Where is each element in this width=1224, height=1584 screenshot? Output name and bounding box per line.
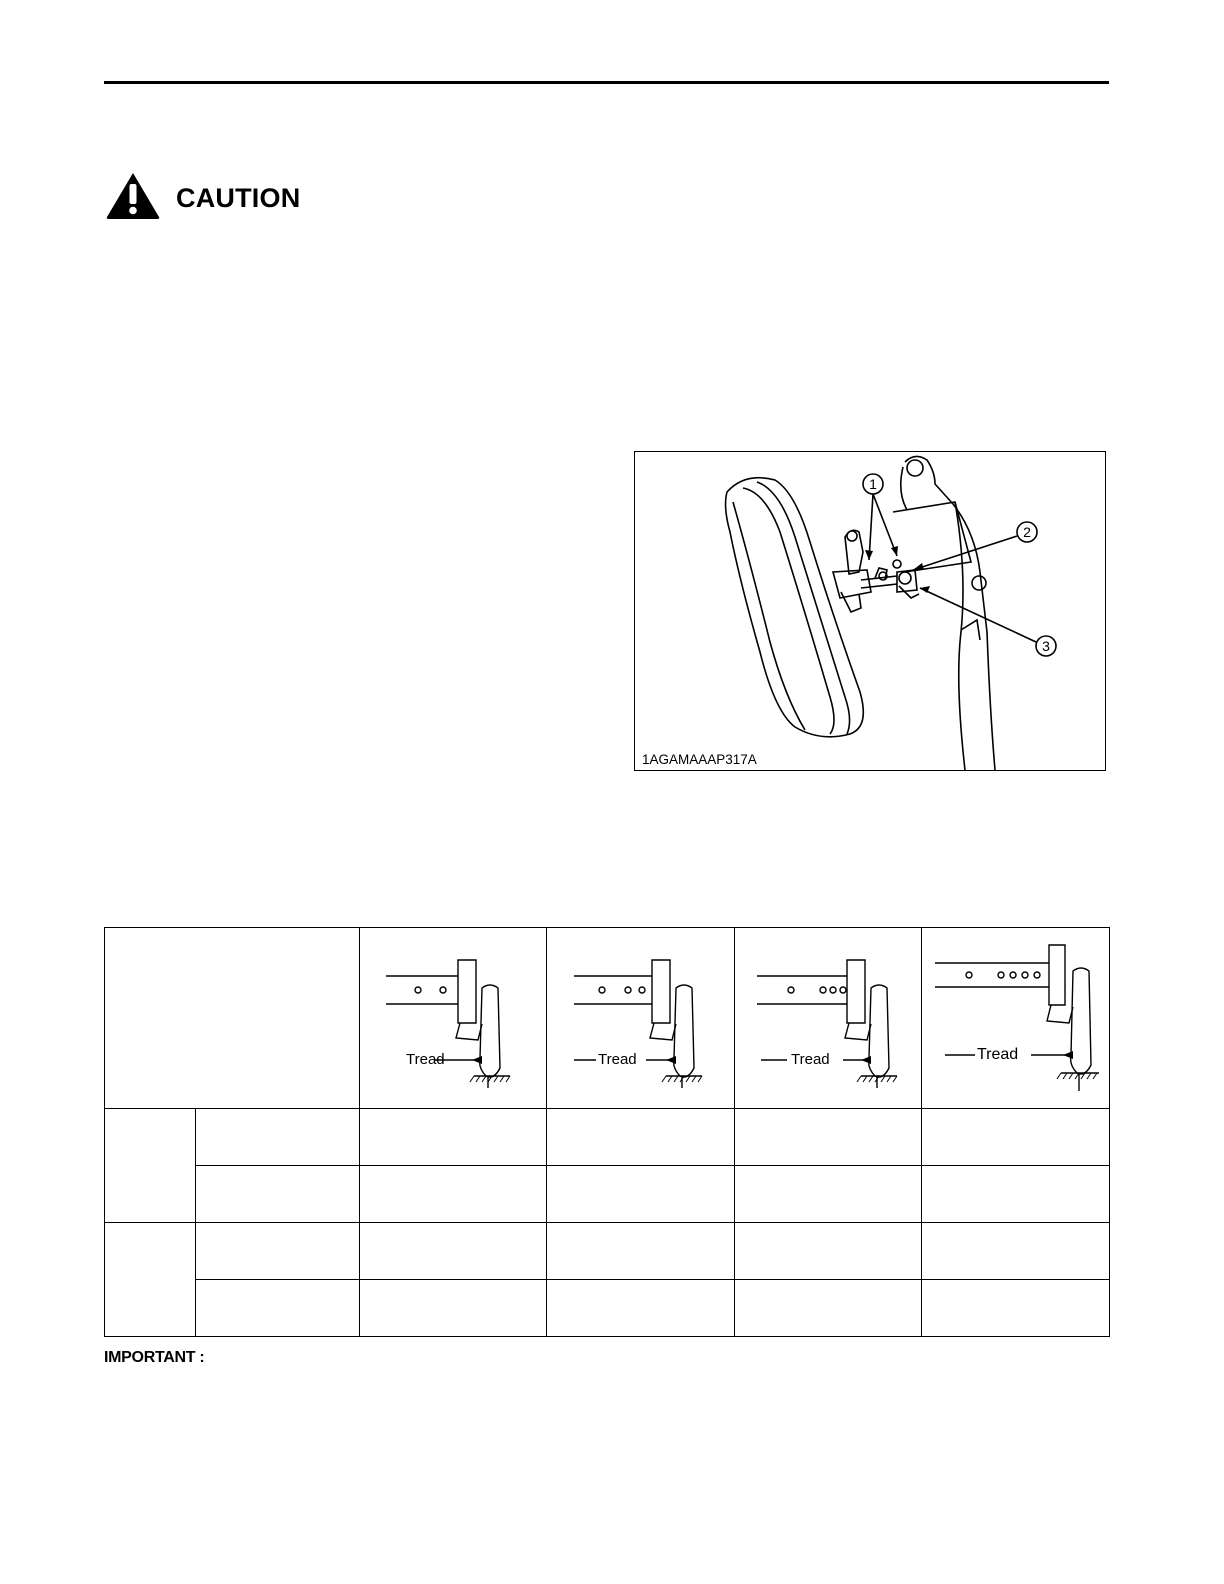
- figure-code: 1AGAMAAAP317A: [642, 752, 757, 767]
- caution-heading: [104, 170, 300, 220]
- value-cell: [735, 1166, 922, 1223]
- callout-2: 2: [1023, 524, 1031, 540]
- row-group-cell: [105, 1223, 196, 1337]
- tread-label-4: Tread: [976, 1046, 1018, 1063]
- tread-diagram-4: [922, 928, 1110, 1109]
- value-cell: [735, 1109, 922, 1166]
- row-label-cell: [196, 1280, 360, 1337]
- value-cell: [922, 1223, 1110, 1280]
- callout-3: 3: [1042, 638, 1050, 654]
- caution-label: CAUTION: [176, 182, 301, 213]
- tread-table: [104, 927, 1110, 1337]
- row-label-cell: [196, 1223, 360, 1280]
- table-row: [105, 1280, 1110, 1337]
- row-label-cell: [196, 1109, 360, 1166]
- value-cell: [360, 1280, 547, 1337]
- tread-label-1: Tread: [406, 1051, 445, 1068]
- row-label-cell: [196, 1166, 360, 1223]
- header-blank-cell: [105, 928, 360, 1109]
- value-cell: [360, 1109, 547, 1166]
- value-cell: [360, 1166, 547, 1223]
- value-cell: [922, 1166, 1110, 1223]
- front-wheel-figure: [634, 451, 1106, 771]
- front-wheel-illustration: [635, 452, 1106, 771]
- value-cell: [922, 1280, 1110, 1337]
- table-row: [105, 1223, 1110, 1280]
- value-cell: [735, 1223, 922, 1280]
- header-rule: [104, 81, 1109, 84]
- tread-diagram-3: [735, 928, 922, 1109]
- tread-label-3: Tread: [791, 1051, 830, 1068]
- callout-1: 1: [869, 476, 877, 492]
- important-label: IMPORTANT :: [104, 1349, 205, 1366]
- value-cell: [547, 1280, 735, 1337]
- value-cell: [735, 1280, 922, 1337]
- value-cell: [547, 1223, 735, 1280]
- value-cell: [360, 1223, 547, 1280]
- table-row: [105, 1166, 1110, 1223]
- value-cell: [547, 1166, 735, 1223]
- tread-diagram-row: [105, 928, 1110, 1109]
- tread-diagram-2: [547, 928, 735, 1109]
- row-group-cell: [105, 1109, 196, 1223]
- warning-triangle-icon: [104, 170, 162, 220]
- table-row: [105, 1109, 1110, 1166]
- value-cell: [922, 1109, 1110, 1166]
- value-cell: [547, 1109, 735, 1166]
- tread-label-2: Tread: [597, 1051, 637, 1068]
- tread-diagram-1: [360, 928, 547, 1109]
